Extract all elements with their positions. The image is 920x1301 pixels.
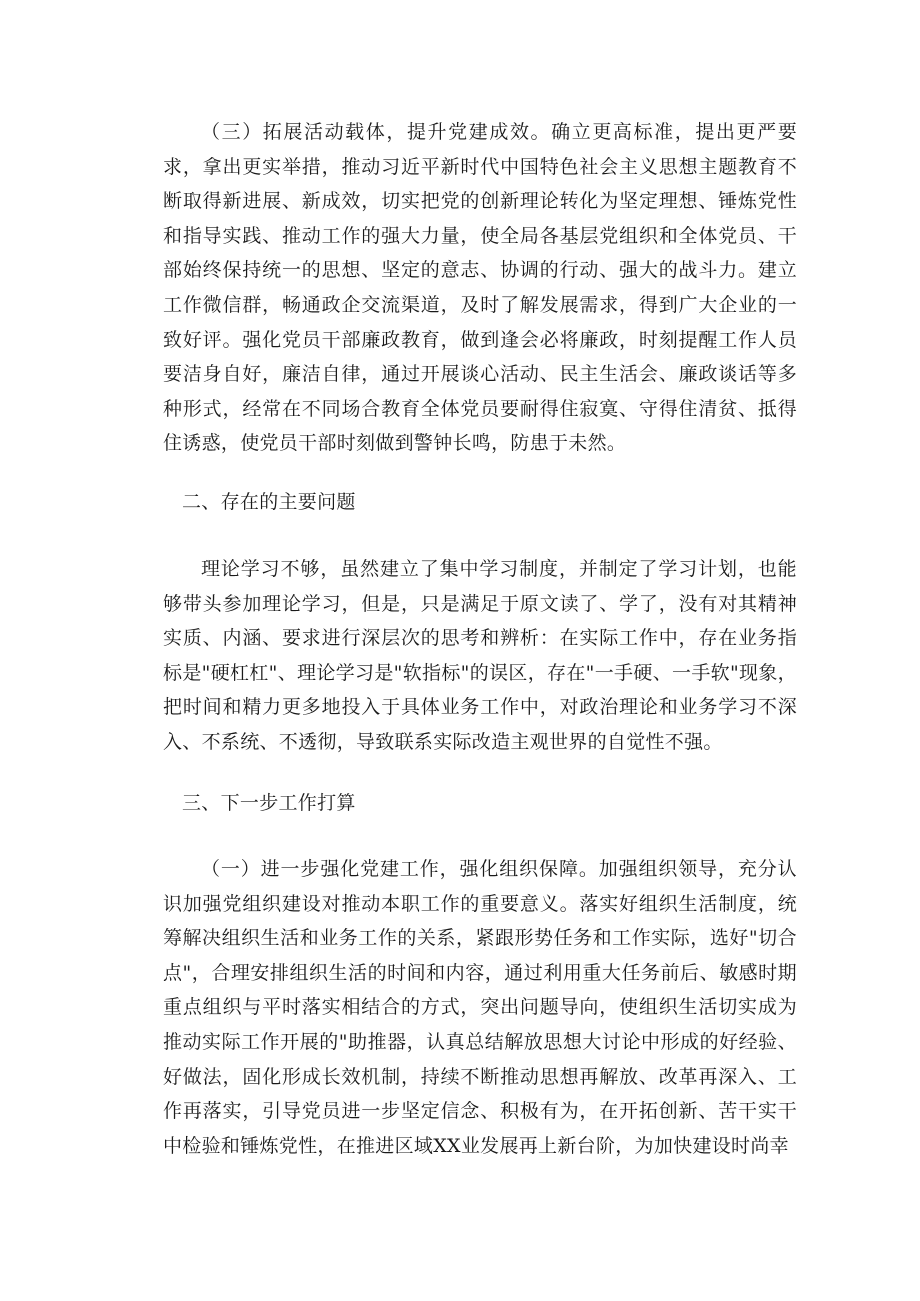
section-heading: 二、存在的主要问题: [182, 491, 356, 513]
body-paragraph: 理论学习不够，虽然建立了集中学习制度，并制定了学习计划，也能够带头参加理论学习，但是，只是满足于原文读了、学了，没有对其精神实质、内涵、要求进行深层次的思考和辨析：在实际工作中，存在业务指标是"硬杠杠"、理论学习是"软指标"的误区，存在"一手硬、一手软"现象，把时间和精力更多地投入于具体业务工作中，对政治理论和业务学习不深入、不系统、不透彻，导致联系实际改造主观世界的自觉性不强。: [163, 558, 797, 753]
section-heading: 三、下一步工作打算: [182, 792, 356, 814]
body-paragraph: （一）进一步强化党建工作，强化组织保障。加强组织领导，充分认识加强党组织建设对推动本职工作的重要意义。落实好组织生活制度，统筹解决组织生活和业务工作的关系，紧跟形势任务和工作实际，选好"切合点"，合理安排组织生活的时间和内容，通过利用重大任务前后、敏感时期重点组织与平时落实相结合的方式，突出问题导向，使组织生活切实成为推动实际工作开展的"助推器，认真总结解放思想大讨论中形成的好经验、好做法，固化形成长效机制，持续不断推动思想再解放、改革再深入、工作再落实，引导党员进一步坚定信念、积极有为，在开拓创新、苦干实干中检验和锤炼党性，在推进区域XX业发展再上新台阶，为加快建设时尚幸: [163, 858, 797, 1157]
body-paragraph: （三）拓展活动载体，提升党建成效。确立更高标准，提出更严要求，拿出更实举措，推动习近平新时代中国特色社会主义思想主题教育不断取得新进展、新成效，切实把党的创新理论转化为坚定理想、锤炼党性和指导实践、推动工作的强大力量，使全局各基层党组织和全体党员、干部始终保持统一的思想、坚定的意志、协调的行动、强大的战斗力。建立工作微信群，畅通政企交流渠道，及时了解发展需求，得到广大企业的一致好评。强化党员干部廉政教育，做到逢会必将廉政，时刻提醒工作人员要洁身自好，廉洁自律，通过开展谈心活动、民主生活会、廉政谈话等多种形式，经常在不同场合教育全体党员要耐得住寂寞、守得住清贫、抵得住诱惑，使党员干部时刻做到警钟长鸣，防患于未然。: [163, 121, 797, 455]
